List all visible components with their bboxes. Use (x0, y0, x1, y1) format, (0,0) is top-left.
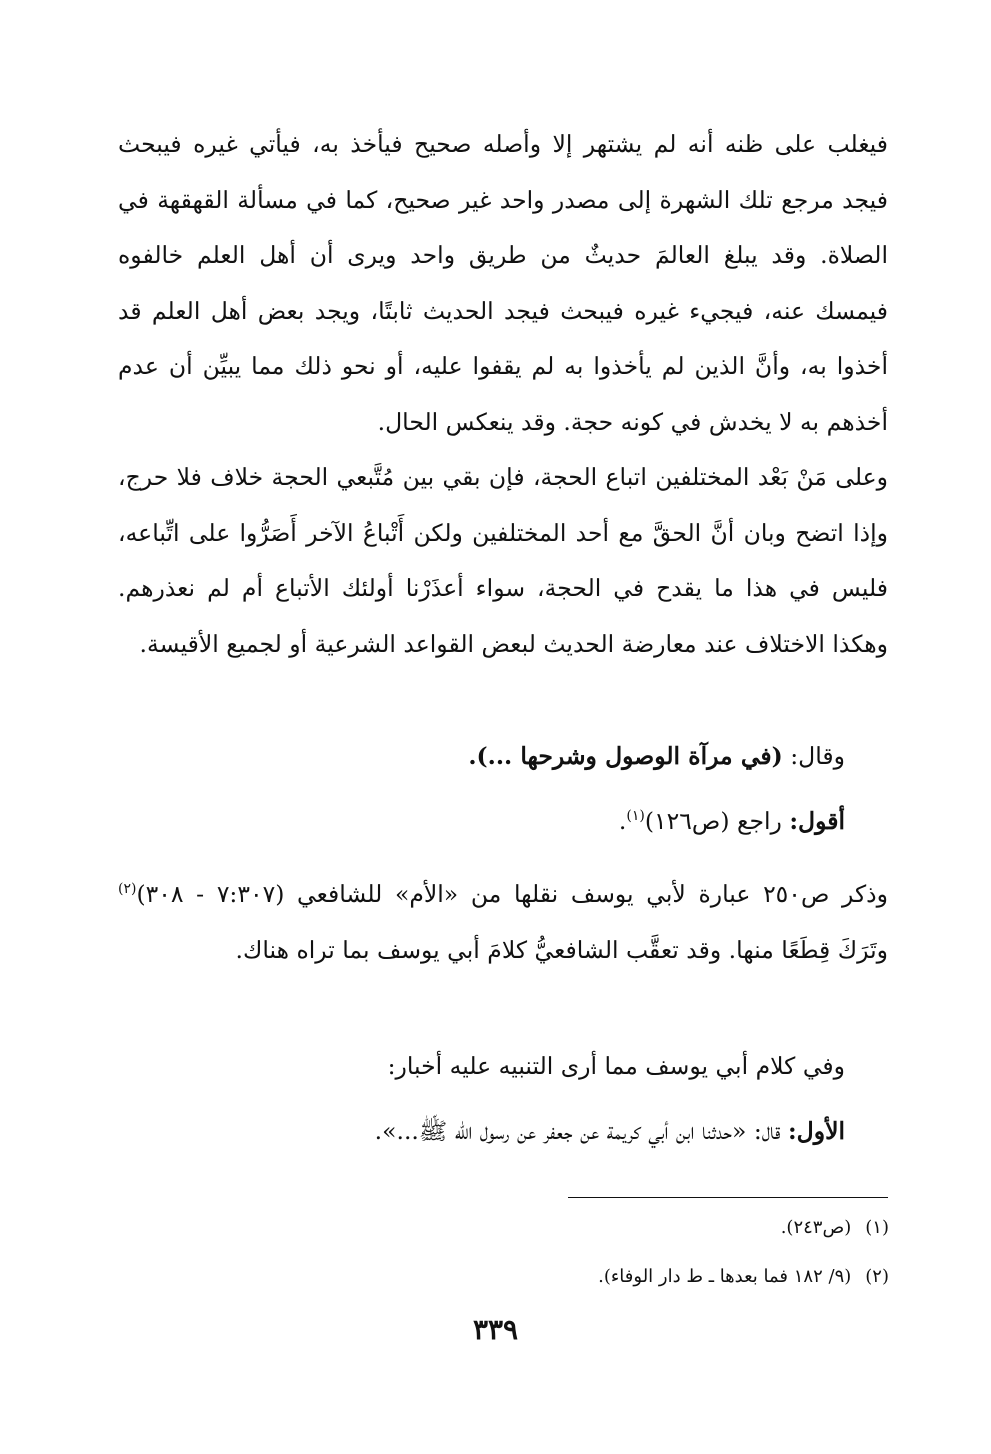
paragraph-2: وعلى مَنْ بَعْد المختلفين اتباع الحجة، فإن بقي بين مُتَّبعي الحجة خلاف فلا حرج، وإذا اتضح وبان أنَّ الحقَّ مع أحد المختلفين ولكن أَتْباعُ الآخر أَصَرُّوا على اتِّباعه، فليس في هذا ما يقدح في الحجة، سواء أعذَرْنا أولئك الأتباع أم لم نعذرهم. وهكذا الاختلاف عند معارضة الحديث لبعض القواعد الشرعية أو لجميع الأقيسة. (118, 463, 888, 658)
page-number: ٣٣٩ (472, 1313, 519, 1346)
paragraph-1: فيغلب على ظنه أنه لم يشتهر إلا وأصله صحيح فيأخذ به، فيأتي غيره فيبحث فيجد مرجع تلك الشهرة إلى مصدر واحد غير صحيح، كما في مسألة القهقهة في الصلاة. وقد يبلغ العالمَ حديثٌ من طريق واحد ويرى أن أهل العلم خالفوه فيمسك عنه، فيجيء غيره فيبحث فيجد الحديث ثابتًا، ويجد بعض أهل العلم قد أخذوا به، وأنَّ الذين لم يأخذوا به لم يقفوا عليه، أو نحو ذلك مما يبيِّن أن عدم أخذهم به لا يخدش في كونه حجة. وقد ينعكس الحال. (118, 130, 888, 436)
footnote-2-text: (٩/ ١٨٢ فما بعدها ـ ط دار الوفاء). (598, 1266, 852, 1287)
paragraph-5-text: قال: «حدثنا ابن أبي كريمة عن جعفر عن رسول الله ﷺ...». (374, 1117, 788, 1145)
answer-end: . (618, 807, 627, 835)
footnote-ref-2: (٢) (118, 881, 137, 898)
paragraph-4: وفي كلام أبي يوسف مما أرى التنبيه عليه أخبار: (387, 1052, 845, 1080)
answer-text: راجع (ص١٢٦) (644, 807, 790, 835)
footnote-2-number: (٢) (865, 1266, 889, 1287)
quote-text: (في مرآة الوصول وشرحها ...). (468, 742, 783, 770)
paragraph-3-part-1: وذكر ص٢٥٠ عبارة لأبي يوسف نقلها من «الأم» للشافعي (٧:٣٠٧ - ٣٠٨) (136, 880, 888, 908)
answer-label: أقول: (789, 807, 845, 835)
answer-line (619, 801, 845, 841)
footnote-2 (598, 1262, 889, 1292)
quote-line (468, 736, 845, 776)
paragraph-3-part-2: وتَرَكَ قِطَعًا منها. وقد تعقَّب الشافعيُّ كلامَ أبي يوسف بما تراه هناك. (235, 935, 888, 964)
footnote-ref-1: (١) (626, 808, 645, 825)
footnote-1-text: (ص٢٤٣). (780, 1217, 852, 1238)
footnote-1 (781, 1213, 889, 1243)
paragraph-3 (118, 867, 888, 978)
quote-intro: وقال: (782, 742, 845, 770)
footnote-divider (568, 1197, 888, 1198)
footnote-1-number: (١) (865, 1217, 889, 1238)
paragraph-5 (375, 1111, 845, 1151)
paragraph-5-label: الأول: (787, 1117, 845, 1145)
